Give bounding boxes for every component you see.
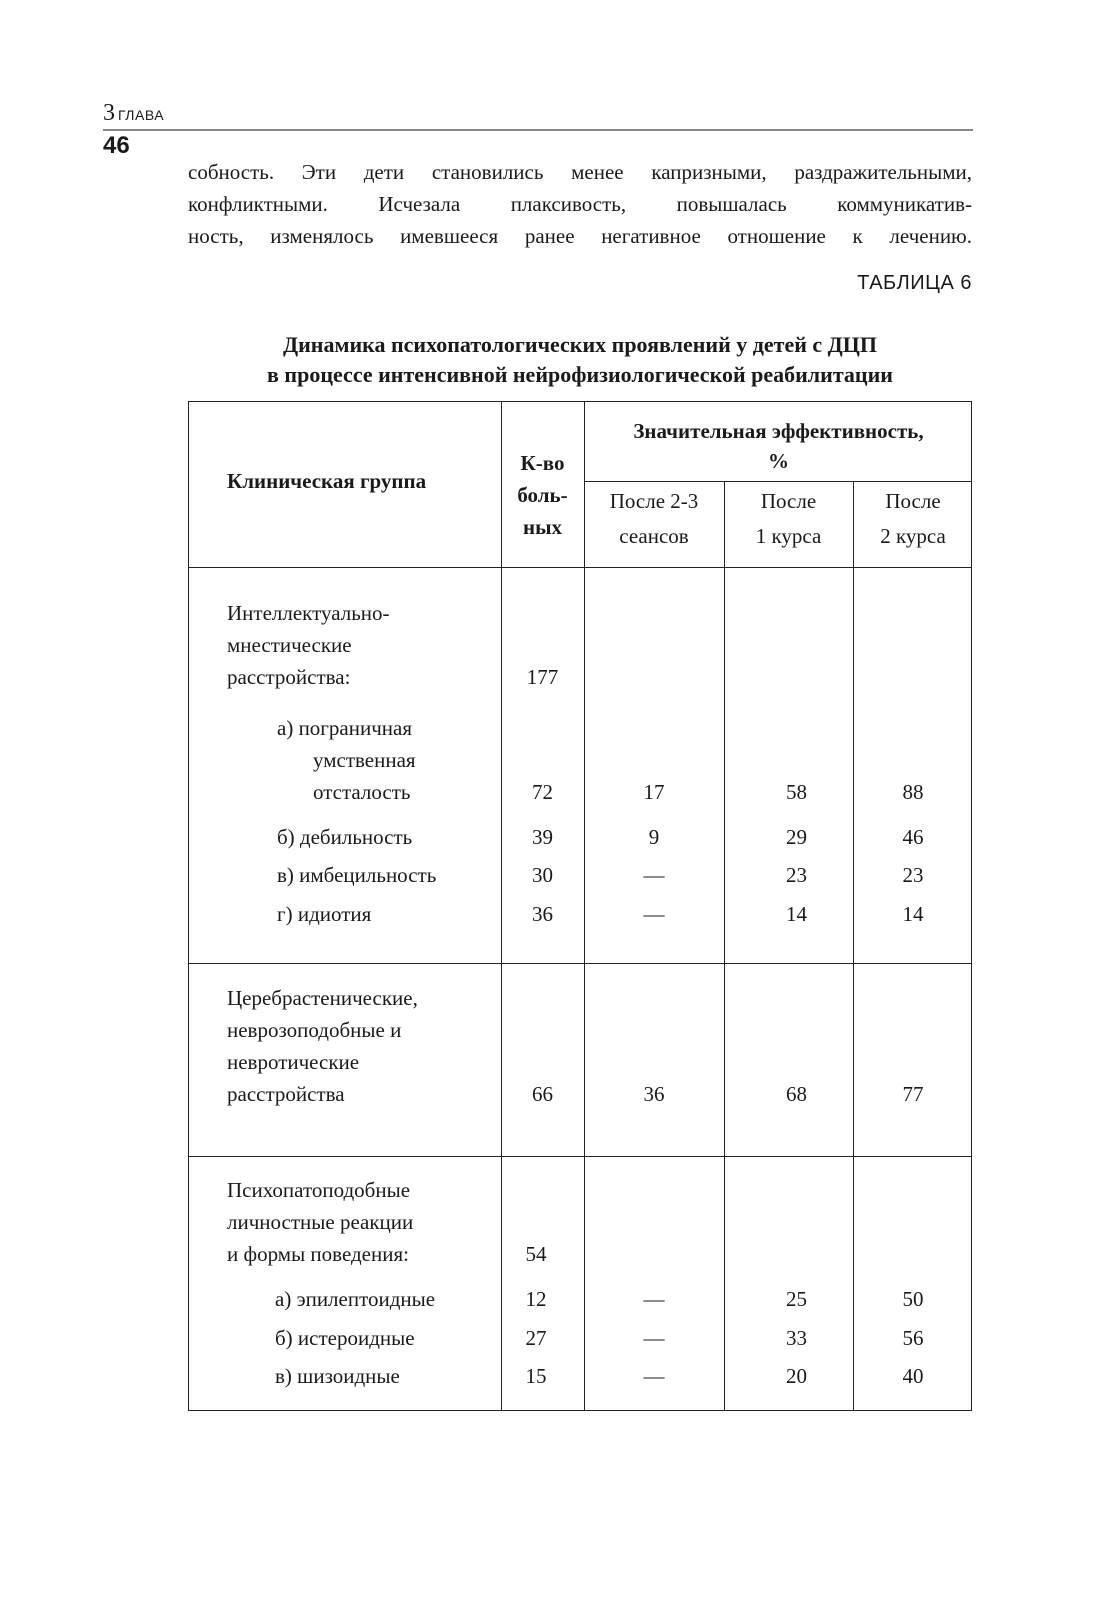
cell-after-course-2: 14 [902,902,924,926]
group-title-line: личностные реакции [227,1210,414,1234]
group-title-line: Церебрастенические, [227,986,418,1010]
group-title-line: и формы поведения: [227,1242,409,1266]
group-title-line: Интеллектуально- [227,601,390,625]
cell-after-course-1: 33 [786,1326,807,1350]
cell-after-sessions: — [643,863,665,887]
header-line: 2 курса [880,524,946,548]
paragraph-line: конфликтными. Исчезала плаксивость, повышалась коммуникатив- [188,192,972,216]
header-after-course-1 [724,484,853,554]
cell-after-course-1: 68 [786,1082,807,1106]
cell-count: 72 [532,780,553,804]
header-count-line: К-во [520,451,565,475]
chapter-header [103,100,164,127]
cell-count: 39 [532,825,553,849]
cell-after-course-2: 56 [902,1326,924,1350]
group-title-line: расстройства [227,1082,345,1106]
caption-line: в процессе интенсивной нейрофизиологической реабилитации [267,362,893,387]
cell-after-course-2: 46 [902,825,924,849]
cell-after-course-1: 58 [786,780,807,804]
cell-after-course-2: 50 [902,1287,924,1311]
row-label-line: отсталость [313,780,411,804]
header-line: После 2-3 [609,489,699,513]
group-count: 54 [525,1242,547,1266]
body-paragraph [188,156,972,252]
row-label: а) эпилептоидные [275,1287,436,1311]
header-line: сеансов [619,524,689,548]
cell-after-course-1: 20 [786,1364,807,1388]
header-count-line: ных [523,515,562,539]
row-label: в) имбецильность [277,863,437,887]
cell-after-sessions: — [643,1364,665,1388]
group-title [227,597,390,693]
group-title-line: Психопатоподобные [227,1178,411,1202]
table-caption [188,330,972,390]
cell-count: 36 [532,902,553,926]
header-effect-line: Значительная эффективность, [633,419,924,443]
group-title-line: расстройства: [227,665,351,689]
group-title-line: мнестические [227,633,352,657]
chapter-number: 3 [103,100,115,126]
header-subdivider [584,481,971,482]
data-table [188,401,972,1411]
cell-after-course-2: 88 [902,780,924,804]
group-title-line: неврозоподобные и [227,1018,402,1042]
header-count [501,447,584,543]
row-label-line: умственная [313,748,416,772]
header-effect-line: % [768,449,789,473]
cell-after-sessions: — [643,1326,665,1350]
row-label-line: а) пограничная [277,716,412,740]
cell-count: 12 [525,1287,547,1311]
caption-line: Динамика психопатологических проявлений у детей с ДЦП [282,332,878,357]
column-divider [724,482,725,1410]
cell-count: 27 [525,1326,547,1350]
group-divider [189,963,971,964]
group-divider [189,1156,971,1157]
cell-after-course-1: 23 [786,863,807,887]
cell-after-course-1: 25 [786,1287,807,1311]
paragraph-line: собность. Эти дети становились менее капризными, раздражительными, [188,160,972,184]
header-after-course-2 [853,484,973,554]
group-title [227,1174,413,1270]
header-after-sessions [584,484,724,554]
cell-after-course-1: 14 [786,902,807,926]
cell-count: 15 [525,1364,547,1388]
group-title [227,982,418,1110]
page-number: 46 [103,132,130,159]
cell-after-sessions: — [643,902,665,926]
cell-after-course-2: 77 [902,1082,924,1106]
group-title-line: невротические [227,1050,360,1074]
cell-after-course-2: 23 [902,863,924,887]
cell-after-course-1: 29 [786,825,807,849]
header-line: После [760,489,817,513]
header-effect [584,416,973,476]
header-rule [103,129,973,131]
header-count-line: боль- [517,483,568,507]
table-label: ТАБЛИЦА 6 [857,272,972,294]
group-count: 177 [526,665,559,689]
cell-after-sessions: 9 [648,825,660,849]
row-label: г) идиотия [277,902,372,926]
cell-after-course-2: 40 [902,1364,924,1388]
cell-after-sessions: 36 [643,1082,665,1106]
cell-count: 30 [532,863,553,887]
paragraph-line: ность, изменялось имевшееся ранее негативное отношение к лечению. [188,224,972,248]
header-line: После [885,489,941,513]
cell-after-sessions: 17 [643,780,665,804]
row-label: б) истероидные [275,1326,415,1350]
header-line: 1 курса [755,524,822,548]
cell-count: 66 [532,1082,553,1106]
row-label: б) дебильность [277,825,413,849]
chapter-word: ГЛАВА [118,107,165,123]
cell-after-sessions: — [643,1287,665,1311]
row-label [277,712,416,808]
column-divider [853,482,854,1410]
header-bottom-rule [189,567,971,568]
header-group: Клиническая группа [227,469,427,493]
row-label: в) шизоидные [275,1364,400,1388]
